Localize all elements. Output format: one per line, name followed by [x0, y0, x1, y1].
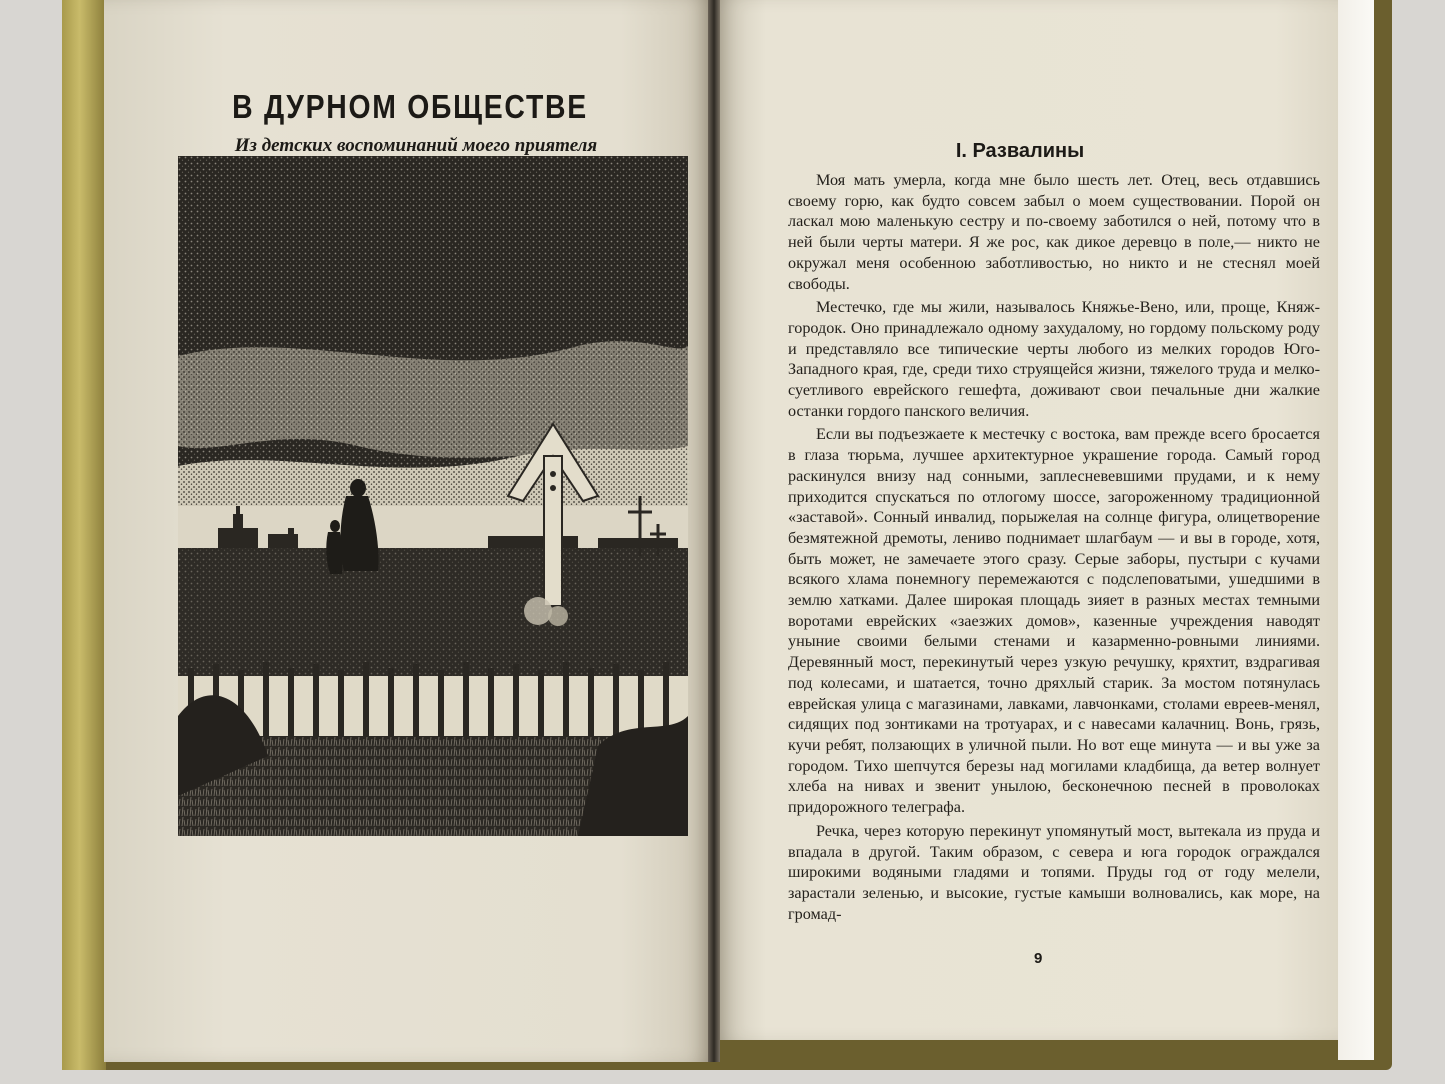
book-gutter: [708, 0, 720, 1062]
woodcut-illustration: [178, 156, 688, 836]
paragraph: Если вы подъезжаете к местечку с востока, вам прежде всего бросается в глаза тюрьма, лучшее архитектурное украшение города. Самый город раскинулся внизу над сонными, заплесневевшими прудами, и к нему приходится спускаться по отлогому шоссе, загороженному традиционной «заставой». Сонный инвалид, порыжелая на солнце фигура, олицетворение безмятежной дремоты, лениво поднимает шлагбаум — и вы в городе, хотя, быть может, не замечаете этого сразу. Серые заборы, пустыри с кучами всякого хлама понемногу перемежаются с подслеповатыми, ушедшими в землю хатками. Далее широкая площадь зияет в разных местах темными воротами еврейских «заезжих домов», казенные учреждения наводят уныние своими белыми стенами и казарменно-ровными линиями. Деревянный мост, перекинутый через узкую речушку, кряхтит, вздрагивая под колесами, и шатается, точно дряхлый старик. За мостом потянулась еврейская улица с магазинами, лавками, лавчонками, столами евреев-менял, сидящих под зонтиками на тротуарах, и с навесами калачниц. Вонь, грязь, кучи ребят, ползающих в уличной пыли. Но вот еще минута — и вы уже за городом. Тихо шепчутся березы над могилами кладбища, да ветер волнует хлеба на нивах и звенит унылою, бесконечною песней в проволоках придорожного телеграфа.: [788, 425, 1320, 817]
cover-spine-edge: [62, 0, 106, 1070]
page-number: 9: [1034, 950, 1043, 967]
story-title: В ДУРНОМ ОБЩЕСТВЕ: [232, 88, 588, 125]
page-edge-right: [1338, 0, 1374, 1060]
paragraph: Местечко, где мы жили, называлось Княжье-Вено, или, проще, Княж-городок. Оно принадлежало одному захудалому, но гордому польскому роду и представляло все типические черты любого из мелких городов Юго-Западного края, где, среди тихо струящейся жизни, тяжелого труда и мелко-суетливого еврейского гешефта, доживают свои печальные дни жалкие останки гордого панского величия.: [788, 298, 1320, 420]
paragraph: Речка, через которую перекинут упомянутый мост, вытекала из пруда и впадала в другой. Таким образом, с севера и юга городок ограждался широкими водяными гладями и топями. Пруды год от году мелели, зарастали зеленью, и высокие, густые камыши волновались, как море, на громад-: [788, 821, 1320, 923]
paragraph: Моя мать умерла, когда мне было шесть лет. Отец, весь отдавшись своему горю, как будто совсем забыл о моем существовании. Порой он ласкал мою маленькую сестру и по-своему заботился о ней, потому что в ней были черты матери. Я же рос, как дикое деревцо в поле,— никто не окружал меня особенною заботливостью, но никто и не стеснял моей свободы.: [788, 171, 1320, 293]
chapter-title: I. Развалины: [955, 140, 1085, 162]
chapter-body: [788, 170, 1320, 924]
story-subtitle: Из детских воспоминаний моего приятеля: [234, 135, 598, 156]
